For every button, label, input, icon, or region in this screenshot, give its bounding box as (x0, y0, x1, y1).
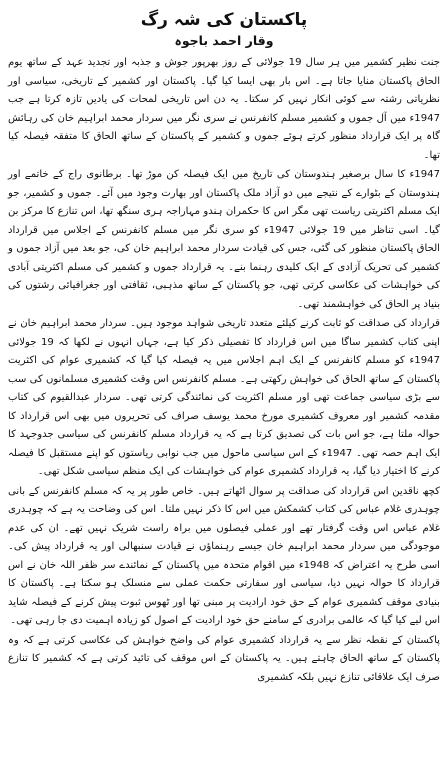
article-body (8, 54, 440, 687)
paragraph: کچھ ناقدین اس قرارداد کی صداقت پر سوال اٹھاتے ہیں۔ خاص طور پر یہ کہ مسلم کانفرنس کے بانی چوہدری غلام عباس کی کتاب کشمکش میں اس کا ذکر نہیں ملتا۔ اس کی وضاحت یہ ہے کہ چوہدری غلام عباس اس وقت گرفتار تھے اور عملی فیصلوں میں براہ راست شریک نہیں تھے۔ ان کی عدم موجودگی میں سردار محمد ابراہیم خان جیسے رہنماؤں نے قیادت سنبھالی اور یہ قرارداد پیش کی۔ اسی طرح یہ اعتراض کہ 1948ء میں اقوام متحدہ میں پاکستان کے نمائندے سر ظفر اللہ خان نے اس قرارداد کا حوالہ نہیں دیا، سیاسی اور سفارتی حکمت عملی سے منسلک ہو سکتا ہے۔ پاکستان کا بنیادی موقف کشمیری عوام کے حق خود ارادیت پر مبنی تھا اور ٹھوس ثبوت پیش کرنے کے فیصلہ شاید اس لیے کیا گیا کہ عالمی برادری کے سامنے حق خود ارادیت کے اصول کو زیادہ اہمیت دی جا رہی تھی۔ (8, 485, 440, 626)
article-title: پاکستان کی شہ رگ (140, 10, 308, 30)
paragraph: جنت نظیر کشمیر میں ہر سال 19 جولائی کے روز بھرپور جوش و جذبہ اور تجدید عہد کے ساتھ یوم الحاق پاکستان منایا جاتا ہے۔ اس بار بھی ایسا کیا گیا۔ پاکستان اور کشمیر کے تاریخی، سیاسی اور نظریاتی رشتہ سے کوئی انکار نہیں کر سکتا۔ یہ دن اس تاریخی لمحات کی یادیں تازہ کرتا ہے جب 1947ء میں آل جموں و کشمیر مسلم کانفرنس نے سری نگر میں سردار محمد ابراہیم خان کی رہائش گاہ پر ایک قرارداد منظور کرتے ہوئے جموں و کشمیر کے پاکستان کے ساتھ الحاق کا متفقہ فیصلہ کیا تھا۔ (8, 57, 440, 161)
paragraph: پاکستان کے نقطہ نظر سے یہ قرارداد کشمیری عوام کی واضح خواہش کی عکاسی کرتی ہے کہ وہ پاکستان کے ساتھ الحاق چاہتے ہیں۔ یہ پاکستان کے اس موقف کی تائید کرتی ہے کہ کشمیر کا تنازع صرف ایک علاقائی تنازع نہیں بلکہ کشمیری (8, 634, 440, 683)
article-author: وقار احمد باجوہ (174, 33, 274, 48)
paragraph: قرارداد کی صداقت کو ثابت کرنے کیلئے متعدد تاریخی شواہد موجود ہیں۔ سردار محمد ابراہیم خان نے اپنی کتاب کشمیر ساگا میں اس قرارداد کا تفصیلی ذکر کیا ہے، جہاں انہوں نے لکھا کہ 19 جولائی 1947ء کو مسلم کانفرنس کے ایک اہم اجلاس میں یہ فیصلہ کیا گیا کہ کشمیری عوام کی اکثریت پاکستان کے ساتھ الحاق کی خواہش رکھتی ہے۔ مسلم کانفرنس اس وقت کشمیری مسلمانوں کی سب سے بڑی سیاسی جماعت تھی اور مسلم اکثریت کی نمائندگی کرتی تھی۔ سردار عبدالقیوم کی کتاب مقدمہ کشمیر اور معروف کشمیری مورخ محمد یوسف صراف کی تحریروں میں بھی اس قرارداد کا حوالہ ملتا ہے، جو اس بات کی تصدیق کرتا ہے کہ یہ قرارداد مسلم کانفرنس کی سیاسی جدوجہد کا ایک اہم حصہ تھی۔ 1947ء کے اس سیاسی ماحول میں جب نوابی ریاستوں کو اپنے مستقبل کا فیصلہ کرنے کا اختیار دیا گیا، یہ قرارداد کشمیری عوام کی خواہشات کی ایک منظم سیاسی شکل تھی۔ (8, 318, 441, 477)
paragraph: 1947ء کا سال برصغیر ہندوستان کی تاریخ میں ایک فیصلہ کن موڑ تھا۔ برطانوی راج کے خاتمے اور ہندوستان کے بٹوارے کے نتیجے میں دو آزاد ملک پاکستان اور بھارت وجود میں آئے۔ جموں و کشمیر، جو ایک مسلم اکثریتی ریاست تھی مگر اس کا حکمران ہندو مہاراجہ ہری سنگھ تھا، اس تنازع کا مرکز بن گیا۔ اسی تناظر میں 19 جولائی 1947ء کو سری نگر میں مسلم کانفرنس کے اجلاس میں قرارداد الحاق پاکستان منظور کی گئی، جس کی قیادت سردار محمد ابراہیم خان کی، جو بعد میں آزاد جموں و کشمیر کی تحریک آزادی کے ایک کلیدی رہنما بنے۔ یہ قرارداد جموں و کشمیر کی مسلم اکثریتی آبادی کی خواہشات کی عکاسی کرتی تھی، جو پاکستان کے ساتھ مذہبی، ثقافتی اور جغرافیائی رشتوں کی بنیاد پر الحاق کی خواہشمند تھی۔ (8, 169, 440, 310)
